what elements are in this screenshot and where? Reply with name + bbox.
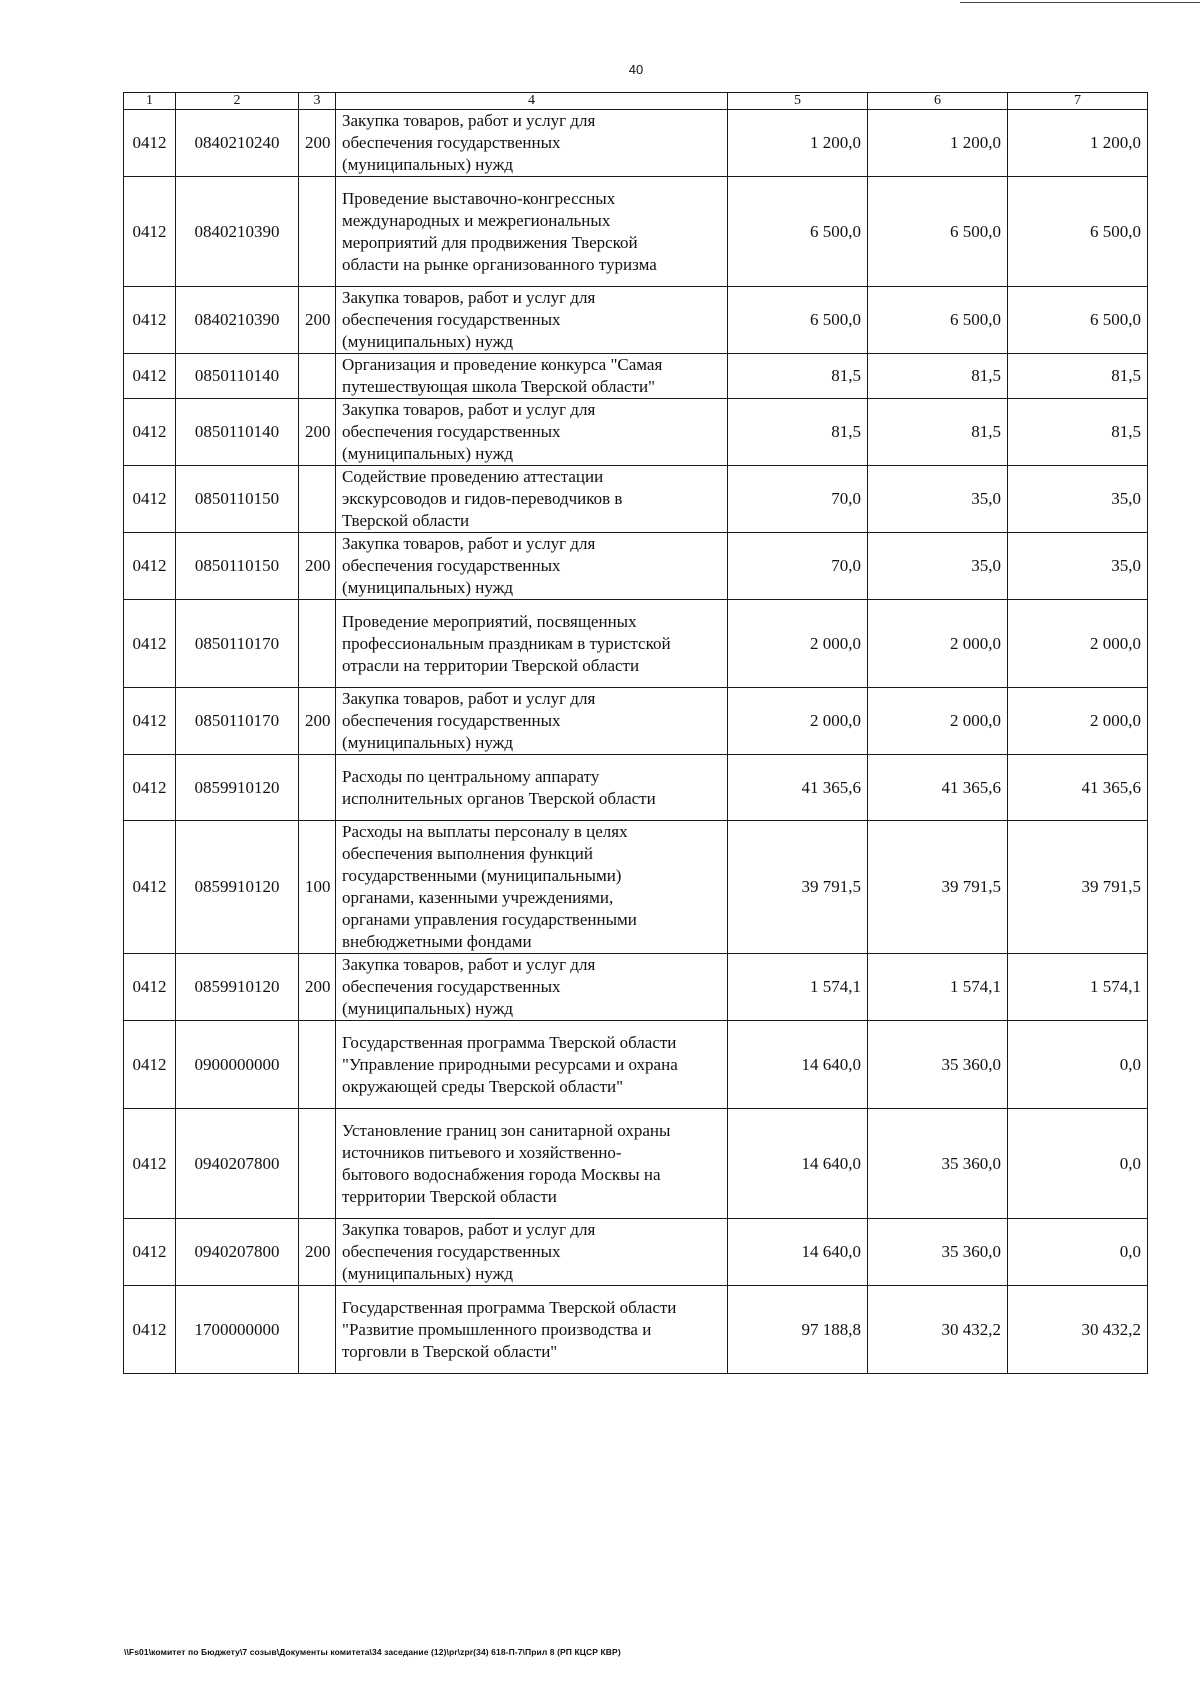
amount-col5-cell: 70,0	[728, 466, 868, 533]
description-line: "Управление природными ресурсами и охрана	[342, 1054, 678, 1074]
amount-col7-cell: 6 500,0	[1008, 177, 1148, 287]
description-line: обеспечения государственных	[342, 1242, 561, 1261]
description-line: Закупка товаров, работ и услуг для	[342, 534, 596, 553]
target-article-cell: 0850110150	[176, 466, 299, 533]
description-cell	[336, 533, 728, 600]
section-code-cell: 0412	[124, 600, 176, 688]
description-line: обеспечения государственных	[342, 556, 561, 575]
column-header: 4	[336, 93, 728, 110]
description-cell	[336, 110, 728, 177]
amount-col5-cell: 70,0	[728, 533, 868, 600]
description-line: обеспечения государственных	[342, 310, 561, 329]
amount-col7-cell: 1 200,0	[1008, 110, 1148, 177]
description-line: бытового водоснабжения города Москвы на	[342, 1164, 661, 1184]
description-line: государственными (муниципальными)	[342, 866, 622, 885]
amount-col5-cell: 39 791,5	[728, 821, 868, 954]
amount-col7-cell: 0,0	[1008, 1219, 1148, 1286]
expense-type-cell	[299, 755, 336, 821]
amount-col7-cell: 0,0	[1008, 1021, 1148, 1109]
description-line: источников питьевого и хозяйственно-	[342, 1142, 622, 1162]
column-number-row	[124, 93, 1148, 110]
amount-col7-cell: 81,5	[1008, 399, 1148, 466]
amount-col6-cell: 81,5	[868, 399, 1008, 466]
description-line: внебюджетными фондами	[342, 932, 532, 951]
description-line: (муниципальных) нужд	[342, 999, 514, 1018]
section-code-cell: 0412	[124, 1021, 176, 1109]
description-line: Закупка товаров, работ и услуг для	[342, 955, 596, 974]
amount-col5-cell: 6 500,0	[728, 177, 868, 287]
target-article-cell: 0940207800	[176, 1109, 299, 1219]
description-cell	[336, 287, 728, 354]
amount-col5-cell: 81,5	[728, 399, 868, 466]
description-cell	[336, 954, 728, 1021]
expense-type-cell	[299, 177, 336, 287]
description-line: Закупка товаров, работ и услуг для	[342, 689, 596, 708]
amount-col5-cell: 81,5	[728, 354, 868, 399]
column-header: 6	[868, 93, 1008, 110]
section-code-cell: 0412	[124, 755, 176, 821]
description-line: Расходы на выплаты персоналу в целях	[342, 822, 628, 841]
description-line: Содействие проведению аттестации	[342, 467, 604, 486]
description-line: органами управления государственными	[342, 910, 637, 929]
amount-col7-cell: 2 000,0	[1008, 688, 1148, 755]
budget-table	[123, 92, 1148, 1374]
description-line: (муниципальных) нужд	[342, 578, 514, 597]
expense-type-cell: 200	[299, 533, 336, 600]
amount-col5-cell: 14 640,0	[728, 1219, 868, 1286]
table-row	[124, 600, 1148, 688]
amount-col5-cell: 41 365,6	[728, 755, 868, 821]
description-line: области на рынке организованного туризма	[342, 254, 657, 274]
expense-type-cell	[299, 600, 336, 688]
amount-col6-cell: 1 200,0	[868, 110, 1008, 177]
description-line: Закупка товаров, работ и услуг для	[342, 400, 596, 419]
table-row	[124, 466, 1148, 533]
section-code-cell: 0412	[124, 399, 176, 466]
description-cell	[336, 354, 728, 399]
description-line: обеспечения государственных	[342, 133, 561, 152]
section-code-cell: 0412	[124, 688, 176, 755]
description-cell	[336, 1219, 728, 1286]
amount-col5-cell: 1 200,0	[728, 110, 868, 177]
description-line: мероприятий для продвижения Тверской	[342, 232, 638, 252]
description-cell	[336, 466, 728, 533]
amount-col7-cell: 30 432,2	[1008, 1286, 1148, 1374]
expense-type-cell	[299, 466, 336, 533]
description-line: (муниципальных) нужд	[342, 332, 514, 351]
expense-type-cell: 200	[299, 399, 336, 466]
section-code-cell: 0412	[124, 1286, 176, 1374]
description-cell	[336, 1021, 728, 1109]
description-line: Закупка товаров, работ и услуг для	[342, 111, 596, 130]
table-row	[124, 755, 1148, 821]
description-line: (муниципальных) нужд	[342, 733, 514, 752]
description-line: профессиональным праздникам в туристской	[342, 633, 671, 653]
table-row	[124, 954, 1148, 1021]
description-line: Государственная программа Тверской области	[342, 1032, 677, 1052]
amount-col6-cell: 41 365,6	[868, 755, 1008, 821]
description-cell	[336, 755, 728, 821]
table-row	[124, 1109, 1148, 1219]
description-cell	[336, 399, 728, 466]
amount-col6-cell: 35 360,0	[868, 1109, 1008, 1219]
scan-edge-line	[960, 2, 1200, 3]
section-code-cell: 0412	[124, 354, 176, 399]
description-line: органами, казенными учреждениями,	[342, 888, 614, 907]
amount-col7-cell: 35,0	[1008, 466, 1148, 533]
table-body	[124, 110, 1148, 1374]
table-row	[124, 1286, 1148, 1374]
amount-col5-cell: 2 000,0	[728, 600, 868, 688]
amount-col7-cell: 0,0	[1008, 1109, 1148, 1219]
target-article-cell: 0840210240	[176, 110, 299, 177]
amount-col5-cell: 2 000,0	[728, 688, 868, 755]
description-line: исполнительных органов Тверской области	[342, 788, 656, 808]
column-header: 3	[299, 93, 336, 110]
description-line: (муниципальных) нужд	[342, 155, 514, 174]
amount-col5-cell: 1 574,1	[728, 954, 868, 1021]
amount-col6-cell: 35,0	[868, 533, 1008, 600]
table-row	[124, 354, 1148, 399]
target-article-cell: 0859910120	[176, 821, 299, 954]
target-article-cell: 0850110170	[176, 688, 299, 755]
amount-col7-cell: 2 000,0	[1008, 600, 1148, 688]
description-cell	[336, 1109, 728, 1219]
expense-type-cell	[299, 1286, 336, 1374]
section-code-cell: 0412	[124, 466, 176, 533]
expense-type-cell: 200	[299, 1219, 336, 1286]
description-line: путешествующая школа Тверской области"	[342, 377, 656, 396]
amount-col7-cell: 1 574,1	[1008, 954, 1148, 1021]
description-line: Закупка товаров, работ и услуг для	[342, 288, 596, 307]
amount-col6-cell: 2 000,0	[868, 688, 1008, 755]
amount-col6-cell: 1 574,1	[868, 954, 1008, 1021]
section-code-cell: 0412	[124, 954, 176, 1021]
amount-col7-cell: 81,5	[1008, 354, 1148, 399]
expense-type-cell	[299, 1021, 336, 1109]
amount-col7-cell: 35,0	[1008, 533, 1148, 600]
description-cell	[336, 688, 728, 755]
target-article-cell: 0850110140	[176, 354, 299, 399]
description-line: Государственная программа Тверской области	[342, 1297, 677, 1317]
description-line: Проведение выставочно-конгрессных	[342, 188, 616, 208]
description-line: Организация и проведение конкурса "Самая	[342, 355, 663, 374]
section-code-cell: 0412	[124, 533, 176, 600]
amount-col6-cell: 30 432,2	[868, 1286, 1008, 1374]
description-line: Проведение мероприятий, посвященных	[342, 611, 637, 631]
description-line: территории Тверской области	[342, 1186, 557, 1206]
table-row	[124, 177, 1148, 287]
section-code-cell: 0412	[124, 1109, 176, 1219]
amount-col6-cell: 35,0	[868, 466, 1008, 533]
table-row	[124, 1021, 1148, 1109]
column-header: 7	[1008, 93, 1148, 110]
expense-type-cell: 200	[299, 688, 336, 755]
file-path-footer: \\Fs01\комитет по Бюджету\7 созыв\Документы комитета\34 заседание (12)\pr\zpr(34) 618-П-7\Прил 8 (РП КЦСР КВР)	[124, 1647, 621, 1657]
expense-type-cell: 200	[299, 287, 336, 354]
table-row	[124, 1219, 1148, 1286]
column-header: 5	[728, 93, 868, 110]
description-line: Тверской области	[342, 511, 470, 530]
amount-col6-cell: 2 000,0	[868, 600, 1008, 688]
description-line: Установление границ зон санитарной охраны	[342, 1120, 671, 1140]
table-row	[124, 110, 1148, 177]
table-row	[124, 688, 1148, 755]
description-line: экскурсоводов и гидов-переводчиков в	[342, 489, 623, 508]
target-article-cell: 0900000000	[176, 1021, 299, 1109]
expense-type-cell: 200	[299, 110, 336, 177]
target-article-cell: 1700000000	[176, 1286, 299, 1374]
amount-col6-cell: 35 360,0	[868, 1219, 1008, 1286]
target-article-cell: 0940207800	[176, 1219, 299, 1286]
description-line: торговли в Тверской области"	[342, 1341, 558, 1361]
amount-col5-cell: 6 500,0	[728, 287, 868, 354]
description-line: обеспечения государственных	[342, 977, 561, 996]
amount-col6-cell: 35 360,0	[868, 1021, 1008, 1109]
page-number: 40	[628, 62, 644, 77]
section-code-cell: 0412	[124, 1219, 176, 1286]
description-cell	[336, 821, 728, 954]
description-line: обеспечения выполнения функций	[342, 844, 593, 863]
description-cell	[336, 177, 728, 287]
expense-type-cell: 100	[299, 821, 336, 954]
amount-col6-cell: 6 500,0	[868, 177, 1008, 287]
target-article-cell: 0859910120	[176, 954, 299, 1021]
target-article-cell: 0840210390	[176, 287, 299, 354]
amount-col7-cell: 41 365,6	[1008, 755, 1148, 821]
amount-col5-cell: 14 640,0	[728, 1109, 868, 1219]
description-line: (муниципальных) нужд	[342, 444, 514, 463]
description-line: отрасли на территории Тверской области	[342, 655, 640, 675]
table-row	[124, 533, 1148, 600]
target-article-cell: 0850110150	[176, 533, 299, 600]
amount-col6-cell: 39 791,5	[868, 821, 1008, 954]
description-line: Закупка товаров, работ и услуг для	[342, 1220, 596, 1239]
section-code-cell: 0412	[124, 287, 176, 354]
description-line: Расходы по центральному аппарату	[342, 766, 600, 786]
target-article-cell: 0850110170	[176, 600, 299, 688]
amount-col5-cell: 97 188,8	[728, 1286, 868, 1374]
expense-type-cell	[299, 354, 336, 399]
amount-col6-cell: 81,5	[868, 354, 1008, 399]
description-line: обеспечения государственных	[342, 711, 561, 730]
amount-col6-cell: 6 500,0	[868, 287, 1008, 354]
target-article-cell: 0850110140	[176, 399, 299, 466]
description-line: "Развитие промышленного производства и	[342, 1319, 652, 1339]
section-code-cell: 0412	[124, 110, 176, 177]
expense-type-cell: 200	[299, 954, 336, 1021]
table-row	[124, 287, 1148, 354]
target-article-cell: 0859910120	[176, 755, 299, 821]
description-line: обеспечения государственных	[342, 422, 561, 441]
table-row	[124, 399, 1148, 466]
table-row	[124, 821, 1148, 954]
column-header: 2	[176, 93, 299, 110]
amount-col7-cell: 6 500,0	[1008, 287, 1148, 354]
amount-col7-cell: 39 791,5	[1008, 821, 1148, 954]
target-article-cell: 0840210390	[176, 177, 299, 287]
description-line: международных и межрегиональных	[342, 210, 611, 230]
description-cell	[336, 1286, 728, 1374]
amount-col5-cell: 14 640,0	[728, 1021, 868, 1109]
description-line: окружающей среды Тверской области"	[342, 1076, 624, 1096]
expense-type-cell	[299, 1109, 336, 1219]
description-cell	[336, 600, 728, 688]
section-code-cell: 0412	[124, 177, 176, 287]
column-header: 1	[124, 93, 176, 110]
section-code-cell: 0412	[124, 821, 176, 954]
description-line: (муниципальных) нужд	[342, 1264, 514, 1283]
